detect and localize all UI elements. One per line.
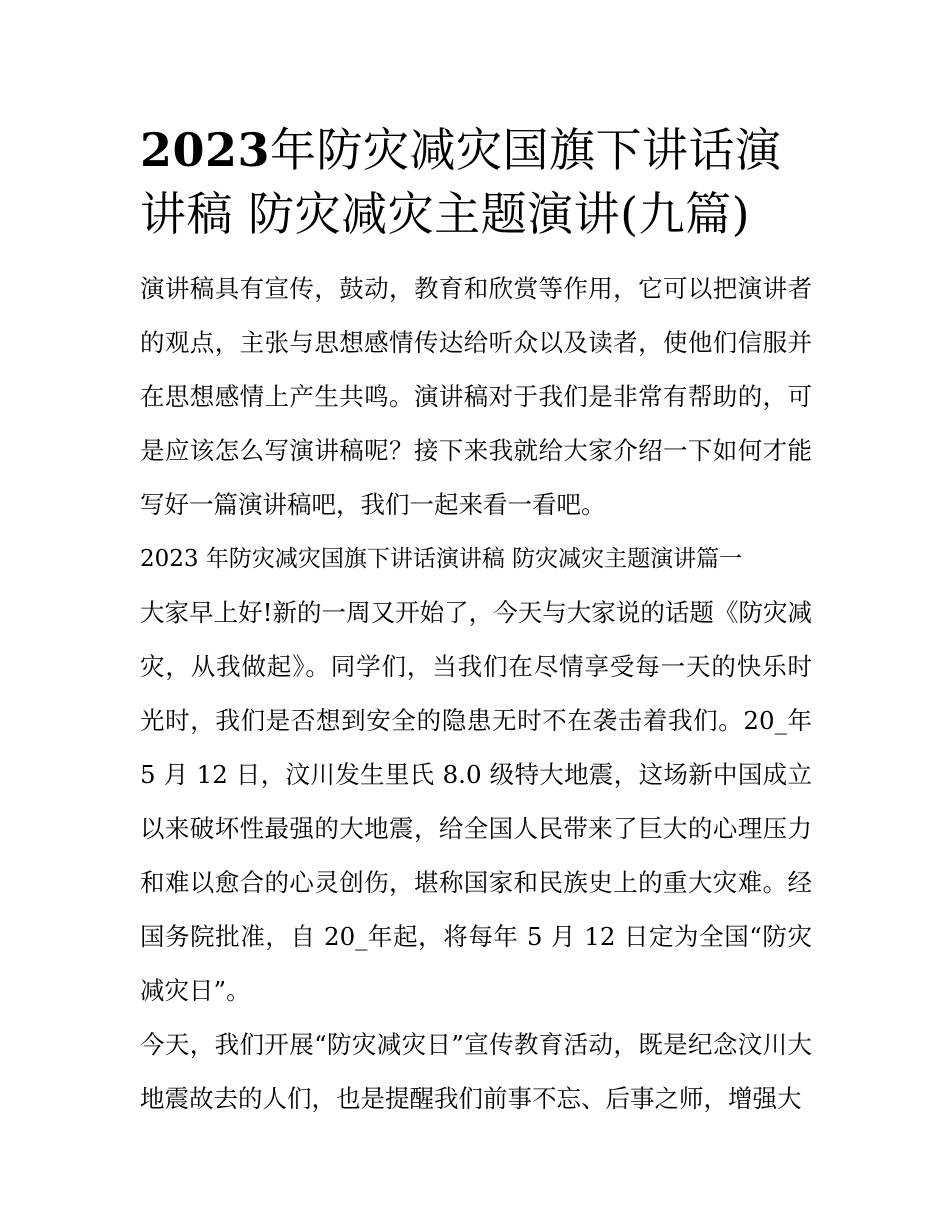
- body-paragraph-2: 今天，我们开展“防灾减灾日”宣传教育活动，既是纪念汶川大地震故去的人们，也是提醒我们前事不忘、后事之师，增强大: [140, 1030, 812, 1113]
- document-title: [140, 118, 812, 246]
- title-year: 2023: [140, 123, 271, 177]
- title-text: 年防灾减灾国旗下讲话演讲稿 防灾减灾主题演讲(九篇): [140, 123, 782, 241]
- intro-paragraph: 演讲稿具有宣传，鼓动，教育和欣赏等作用，它可以把演讲者的观点，主张与思想感情传达给听众以及读者，使他们信服并在思想感情上产生共鸣。演讲稿对于我们是非常有帮助的，可是应该怎么写演讲稿呢？接下来我就给大家介绍一下如何才能写好一篇演讲稿吧，我们一起来看一看吧。: [140, 274, 812, 519]
- body-paragraph-1: 大家早上好!新的一周又开始了，今天与大家说的话题《防灾减灾，从我做起》。同学们，当我们在尽情享受每一天的快乐时光时，我们是否想到安全的隐患无时不在袭击着我们。20_年 5 月 12 日，汶川发生里氏 8.0 级特大地震，这场新中国成立以来破坏性最强的大地震，给全国人民带来了巨大的心理压力和难以愈合的心灵创伤，堪称国家和民族史上的重大灾难。经国务院批准，自 20_年起，将每年 5 月 12 日定为全国“防灾减灾日”。: [140, 598, 812, 1005]
- document-body: [140, 118, 812, 1126]
- section-heading: 2023 年防灾减灾国旗下讲话演讲稿 防灾减灾主题演讲篇一: [140, 546, 743, 572]
